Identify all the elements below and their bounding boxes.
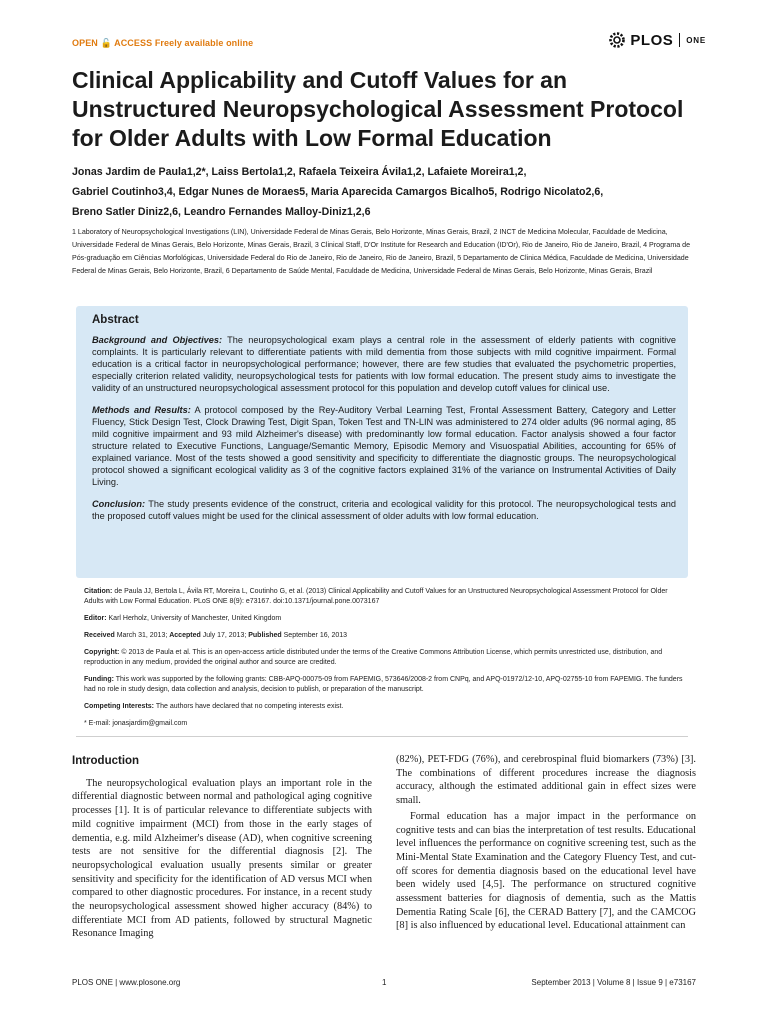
oa-free-text: Freely available online xyxy=(154,38,254,48)
oa-open-text: OPEN xyxy=(72,38,98,48)
open-access-banner xyxy=(72,38,253,49)
author-line-1: Jonas Jardim de Paula1,2*, Laiss Bertola1,2, Rafaela Teixeira Ávila1,2, Lafaiete Moreira1,2, xyxy=(72,166,527,178)
journal-logo-plos: PLOS xyxy=(630,31,674,49)
author-line-2: Gabriel Coutinho3,4, Edgar Nunes de Moraes5, Maria Aparecida Camargos Bicalho5, Rodrigo Nicolato2,6, xyxy=(72,186,604,198)
section-heading-introduction: Introduction xyxy=(72,755,140,767)
citation-text: de Paula JJ, Bertola L, Ávila RT, Moreira L, Coutinho G, et al. (2013) Clinical Applicability and Cutoff Values for an Unstructured Neuropsychological Assessment Protocol for Older Adults with Low Formal Education. PLoS ONE 8(9): e73167. doi:10.1371/journal.pone.0073167 xyxy=(84,588,668,605)
abstract-heading: Abstract xyxy=(92,314,139,326)
abstract-methods-label: Methods and Results: xyxy=(92,405,191,415)
competing-label: Competing Interests: xyxy=(84,703,155,710)
open-access-lock-icon: 🔓 xyxy=(100,38,112,48)
article-title: Clinical Applicability and Cutoff Values for an Unstructured Neuropsychological Assessment Protocol for Older Adults with Low Formal Education xyxy=(72,67,684,151)
abstract-background xyxy=(92,334,676,394)
abstract-background-text: The neuropsychological exam plays a central role in the assessment of elderly patients with cognitive complaints. It is particularly relevant to differentiate patients with mild dementia from those subjects with mild cognitive impairment. Formal education is a critical factor in neuropsychological performance; however, there are few studies that evaluated the psychometric properties, especially criterion related validity, neuropsychological tests for patients with low formal education. The present study aims to investigate the validity of an unstructured neuropsychological assessment protocol for this population and develop cutoff values for clinical use. xyxy=(92,335,676,393)
abstract-conclusion-text: The study presents evidence of the construct, criteria and ecological validity for this protocol. The neuropsychological tests and the proposed cutoff values might be used for the clinical assessment of older adults with low formal education. xyxy=(92,499,676,521)
funding-text: This work was supported by the following grants: CBB-APQ-00075-09 from FAPEMIG, 573646/2008-2 from CNPq, and APQ-01972/12-10, APQ-02755-10 from FAPEMIG. The funders had no role in study design, data collection and analysis, decision to publish, or preparation of the manuscript. xyxy=(84,676,683,693)
published-text: September 16, 2013 xyxy=(281,632,348,639)
journal-logo xyxy=(607,30,706,50)
logo-divider xyxy=(679,33,680,47)
abstract-background-label: Background and Objectives: xyxy=(92,335,223,345)
oa-access-text: ACCESS xyxy=(114,38,153,48)
copyright-text: © 2013 de Paula et al. This is an open-access article distributed under the terms of the Creative Commons Attribution License, which permits unrestricted use, distribution, and reproduction in any medium, provided the original author and source are credited. xyxy=(84,649,663,666)
citation-label: Citation: xyxy=(84,588,113,595)
journal-logo-one: ONE xyxy=(686,35,706,45)
dates xyxy=(84,631,684,641)
received-text: March 31, 2013; xyxy=(114,632,170,639)
author-line-3: Breno Satler Diniz2,6, Leandro Fernandes Malloy-Diniz1,2,6 xyxy=(72,206,371,218)
citation xyxy=(84,587,684,607)
article-metadata xyxy=(84,587,684,736)
intro-paragraph-1-cont: (82%), PET-FDG (76%), and cerebrospinal fluid biomarkers (73%) [3]. The combinations of different procedures increase the diagnosis accuracy, although the estimated additional gain in effect sizes were small. xyxy=(396,754,696,807)
intro-paragraph-2: Formal education has a major impact in the performance on cognitive tests and can bias the interpretation of test results. Educational level influences the performance on cognitive screening test, such as the Mini-Mental State Examination and the Category Fluency Test, and cut-off scores for dementia diagnosis based on the educational level have been widely used [4,5]. The performance on structured cognitive assessment batteries for diagnosis of dementia, such as the Mattis Dementia Rating Scale [6], the CERAD Battery [7], and the CAMCOG [8] is also influenced by educational level. Educational attainment can xyxy=(396,810,696,932)
intro-paragraph-1: The neuropsychological evaluation plays an important role in the differential diagnostic between normal and pathological aging cognitive processes [1]. It is of particular relevance to differentiate subjects with mild cognitive impairment (MCI) from those in the early stages of dementia, e.g. mild Alzheimer's disease (AD), when cognitive screening tests are not sensitive for the differential diagnosis [2]. The neuropsychological evaluation usually presents similar or greater sensitivity and specificity for the identification of AD versus MCI when compared to other diagnostic procedures. For instance, in a recent study the neuropsychological assessment showed higher accuracy (84%) to differentiate MCI from AD patients, followed by structural Magnetic Resonance Imaging xyxy=(72,777,372,940)
footer-journal-url[interactable]: PLOS ONE | www.plosone.org xyxy=(72,978,181,987)
abstract-conclusion xyxy=(92,498,676,522)
abstract-methods-text: A protocol composed by the Rey-Auditory Verbal Learning Test, Frontal Assessment Battery, Category and Letter Fluency, Stick Design Test, Clock Drawing Test, Digit Span, Token Test and TN-LIN was administered to 274 older adults (96 normal aging, 85 mild cognitive impairment and 93 mild Alzheimer's disease) with predominantly low formal education. Factor analysis showed a four factor structure related to Executive Functions, Language/Semantic Memory, Episodic Memory and Visuospatial Abilities, accounting for 65% of explained variance. Most of the tests showed a good sensitivity and specificity to differentiate the diagnostic groups. The neuropsychological protocol showed a significant ecological validity as 3 of the cognitive factors explained 31% of the variance on Instrumental Activities of Daily Living. xyxy=(92,405,676,487)
body-column-left xyxy=(72,755,372,941)
published-label: Published xyxy=(248,632,282,639)
author-list xyxy=(72,162,712,222)
metadata-divider xyxy=(76,736,688,737)
abstract-conclusion-label: Conclusion: xyxy=(92,499,146,509)
abstract xyxy=(92,314,676,532)
body-column-right xyxy=(396,753,696,933)
copyright-label: Copyright: xyxy=(84,649,120,656)
competing-interests xyxy=(84,702,684,712)
affiliations: 1 Laboratory of Neuropsychological Investigations (LIN), Universidade Federal de Minas Gerais, Belo Horizonte, Minas Gerais, Brazil, 2 INCT de Medicina Molecular, Faculdade de Medicina, Universidade Federal de Minas Gerais, Belo Horizonte, Minas Gerais, Brazil, 3 Clinical Staff, D'Or Institute for Research and Education (ID'Or), Rio de Janeiro, Rio de Janeiro, Brazil, 4 Programa de Pós-graduação em Ciências Morfológicas, Universidade Federal do Rio de Janeiro, Rio de Janeiro, Rio de Janeiro, Brazil, 5 Departamento de Clinica Médica, Faculdade de Medicina, Universidade Federal de Minas Gerais, Belo Horizonte, Brazil, 6 Departamento de Saúde Mental, Faculdade de Medicina, Universidade Federal de Minas Gerais, Belo Horizonte, Minas Gerais, Brazil xyxy=(72,228,691,275)
footer-issue-info: September 2013 | Volume 8 | Issue 9 | e73167 xyxy=(531,978,696,987)
editor-text: Karl Herholz, University of Manchester, United Kingdom xyxy=(106,615,282,622)
copyright xyxy=(84,648,684,668)
competing-text: The authors have declared that no competing interests exist. xyxy=(154,703,344,710)
email-link[interactable]: * E-mail: jonasjardim@gmail.com xyxy=(84,720,188,727)
plos-gear-icon xyxy=(607,30,627,50)
editor xyxy=(84,614,684,624)
footer-page-number: 1 xyxy=(382,978,387,987)
accepted-label: Accepted xyxy=(169,632,201,639)
editor-label: Editor: xyxy=(84,615,107,622)
abstract-methods xyxy=(92,404,676,488)
accepted-text: July 17, 2013; xyxy=(200,632,249,639)
funding-label: Funding: xyxy=(84,676,114,683)
received-label: Received xyxy=(84,632,115,639)
funding xyxy=(84,675,684,695)
